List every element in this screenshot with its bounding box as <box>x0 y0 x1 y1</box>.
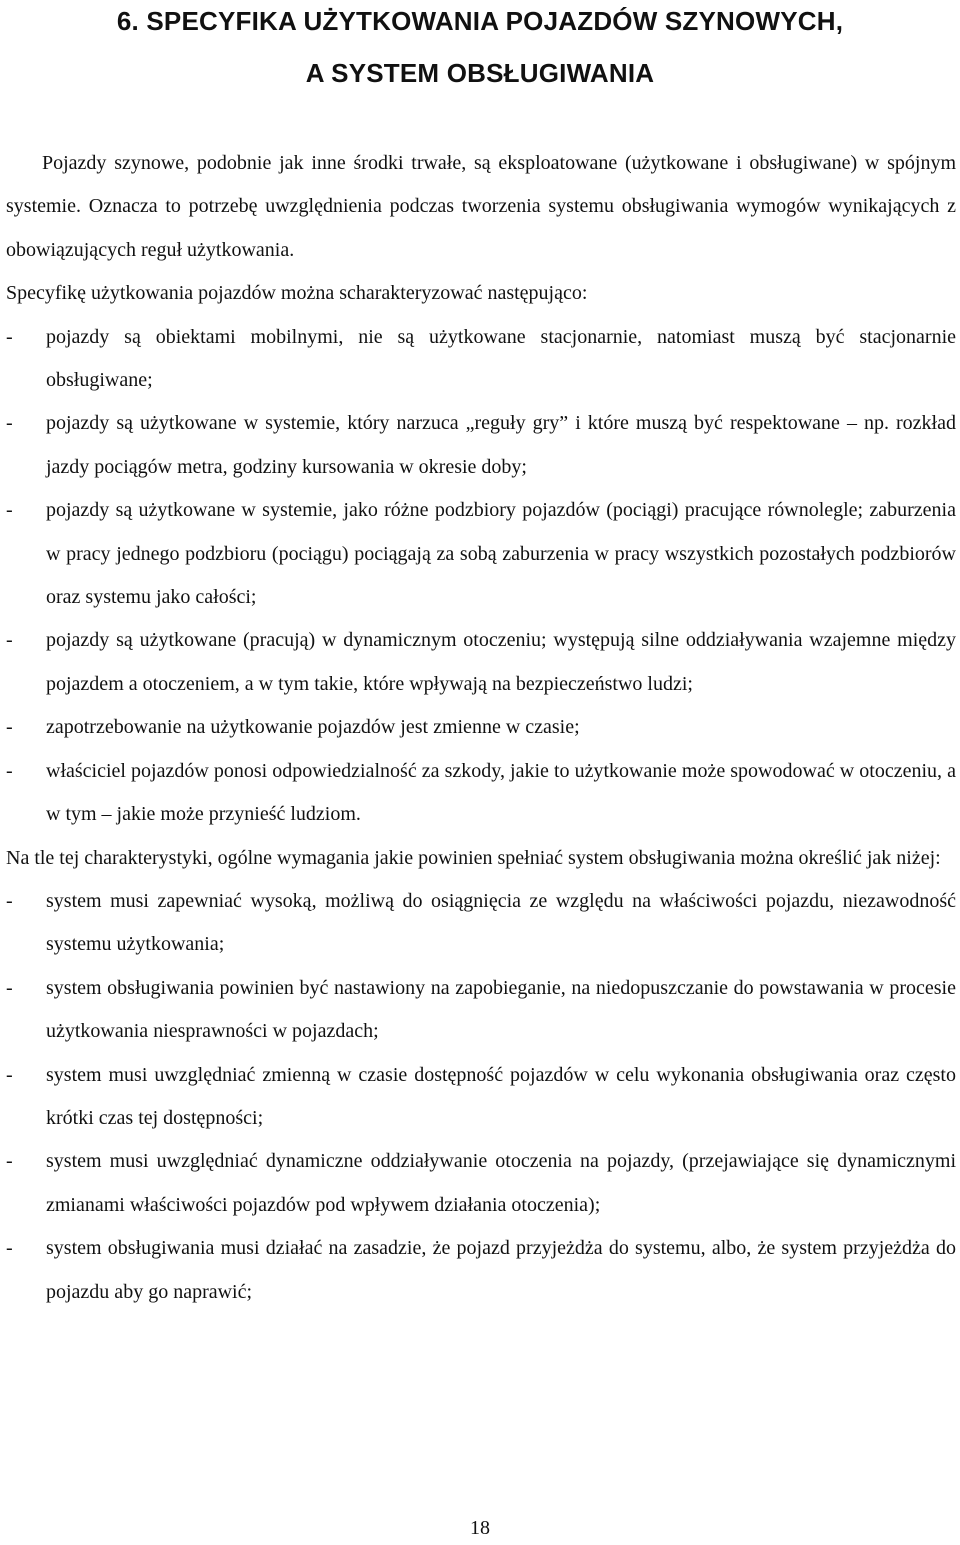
list-item-text: system obsługiwania powinien być nastawiony na zapobieganie, na niedopuszczanie do powstawania w procesie użytkowania niesprawności w pojazdach; <box>46 976 956 1043</box>
list-item-text: zapotrzebowanie na użytkowanie pojazdów jest zmienne w czasie; <box>46 716 580 739</box>
list-item <box>6 1227 956 1314</box>
list-bullet: - <box>6 629 13 652</box>
list-item <box>6 489 956 619</box>
chapter-body <box>6 142 956 1314</box>
list-item <box>6 1054 956 1141</box>
list-item-text: pojazdy są użytkowane w systemie, jako różne podzbiory pojazdów (pociągi) pracujące równolegle; zaburzenia w pracy jednego podzbioru (pociągu) pociągają za sobą zaburzenia w pracy wszystkich pozostałych podzbiorów oraz systemu jako całości; <box>46 499 956 609</box>
requirements-list <box>6 880 956 1314</box>
list-bullet: - <box>6 1150 13 1173</box>
list-bullet: - <box>6 499 13 522</box>
chapter-title-line-2: A SYSTEM OBSŁUGIWANIA <box>305 58 655 88</box>
list-bullet: - <box>6 889 13 912</box>
list-item-text: pojazdy są użytkowane w systemie, który narzuca „reguły gry” i które muszą być respektowane – np. rozkład jazdy pociągów metra, godziny kursowania w okresie doby; <box>46 412 956 478</box>
intro-paragraph: Pojazdy szynowe, podobnie jak inne środki trwałe, są eksploatowane (użytkowane i obsługiwane) w spójnym systemie. Oznacza to potrzebę uwzględnienia podczas tworzenia systemu obsługiwania wymogów wynikających z obowiązujących reguł użytkowania. <box>6 152 956 261</box>
list-bullet: - <box>6 1063 13 1086</box>
list-item <box>6 880 956 967</box>
list-item <box>6 967 956 1054</box>
list-item <box>6 706 956 749</box>
requirements-intro: Na tle tej charakterystyki, ogólne wymagania jakie powinien spełniać system obsługiwania można określić jak niżej: <box>6 846 941 869</box>
list-bullet: - <box>6 716 13 739</box>
list-bullet: - <box>6 759 13 782</box>
list-item-text: właściciel pojazdów ponosi odpowiedzialność za szkody, jakie to użytkowanie może spowodować w otoczeniu, a w tym – jakie może przynieść ludziom. <box>46 759 956 826</box>
list-item-text: system musi uwzględniać zmienną w czasie dostępność pojazdów w celu wykonania obsługiwania oraz często krótki czas tej dostępności; <box>46 1063 956 1129</box>
list-item <box>6 316 956 403</box>
list-bullet: - <box>6 1237 13 1260</box>
list-item <box>6 402 956 489</box>
list-item <box>6 619 956 706</box>
list-item-text: system musi zapewniać wysoką, możliwą do osiągnięcia ze względu na właściwości pojazdu, niezawodność systemu użytkowania; <box>46 889 956 956</box>
list-bullet: - <box>6 976 13 999</box>
list-item-text: pojazdy są obiektami mobilnymi, nie są użytkowane stacjonarnie, natomiast muszą być stacjonarnie obsługiwane; <box>46 325 956 392</box>
list-item-text: pojazdy są użytkowane (pracują) w dynamicznym otoczeniu; występują silne oddziaływania wzajemne między pojazdem a otoczeniem, a w tym takie, które wpływają na bezpieczeństwo ludzi; <box>46 629 956 695</box>
list-bullet: - <box>6 412 13 435</box>
characteristics-list <box>6 316 956 837</box>
chapter-title-line-1: 6. SPECYFIKA UŻYTKOWANIA POJAZDÓW SZYNOWYCH, <box>116 6 844 36</box>
list-item <box>6 750 956 837</box>
list-item-text: system obsługiwania musi działać na zasadzie, że pojazd przyjeżdża do systemu, albo, że system przyjeżdża do pojazdu aby go naprawić; <box>46 1237 956 1303</box>
list-item-text: system musi uwzględniać dynamiczne oddziaływanie otoczenia na pojazdy, (przejawiające się dynamicznymi zmianami właściwości pojazdów pod wpływem działania otoczenia); <box>46 1150 956 1216</box>
list-item <box>6 1140 956 1227</box>
specyfika-intro: Specyfikę użytkowania pojazdów można scharakteryzować następująco: <box>6 282 588 305</box>
list-bullet: - <box>6 325 13 348</box>
page-number: 18 <box>470 1517 490 1539</box>
